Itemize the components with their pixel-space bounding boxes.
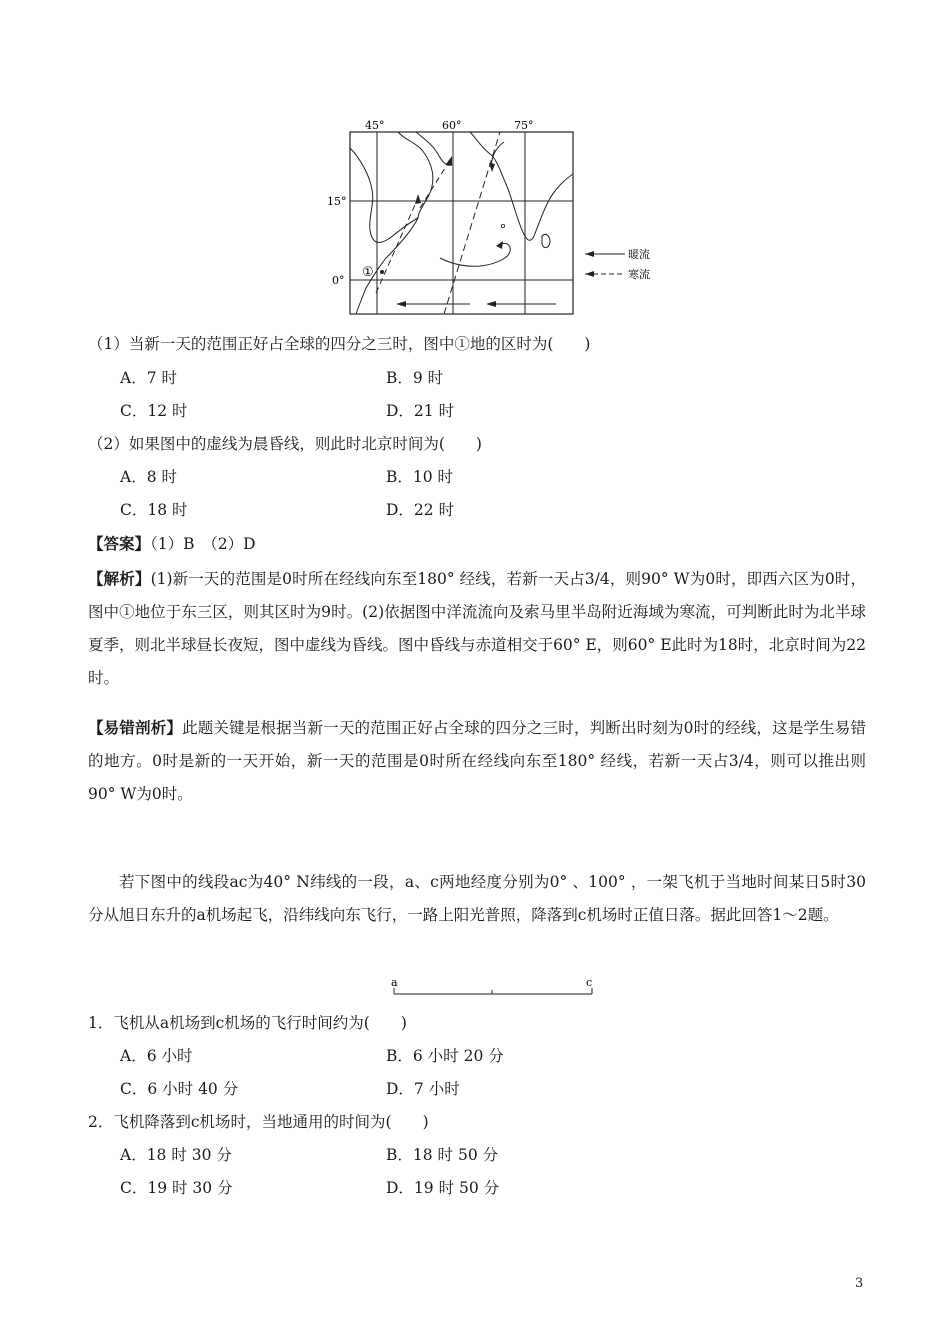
segment-label-a: a [391,976,398,989]
answer-text: （1）B （2）D [150,535,256,553]
problem-2-option-c: C．19 时 30 分 [120,1179,233,1197]
problem-2-option-d: D．19 时 50 分 [386,1179,500,1197]
coastline [398,132,433,218]
mistake-text: 此题关键是根据当新一天的范围正好占全球的四分之三时，判断出时刻为0时的经线，这是学生易错的地方。0时是新的一天开始，新一天的范围是0时所在经线向东至180° 经线，若新一天占3/4，则可以推出则90° W为0时。 [88,719,866,803]
current-arrowhead [396,301,406,307]
problem-1-option-d: D．7 小时 [386,1080,460,1098]
coastline [470,132,573,240]
lat-label: 0° [332,274,345,287]
question-1-stem: （1）当新一天的范围正好占全球的四分之三时，图中①地的区时为( ) [88,335,591,353]
answer-line [88,533,256,555]
problem-1-option-c: C．6 小时 40 分 [120,1080,239,1098]
intro-paragraph: 若下图中的线段ac为40° N纬线的一段，a、c两地经度分别为0° 、100° ，一架飞机于当地时间某日5时30分从旭日东升的a机场起飞，沿纬线向东飞行，一路上阳光普照，降落到c机场时正值日落。据此回答1～2题。 [88,873,866,924]
lon-label: 45° [365,119,385,132]
coastline [350,148,418,314]
lon-label: 75° [514,119,534,132]
analysis-text: (1)新一天的范围是0时所在经线向东至180° 经线，若新一天占3/4，则90° W为0时，即西六区为0时，图中①地位于东三区，则其区时为9时。(2)依据图中洋流流向及索马里半岛附近海域为寒流，可判断此时为北半球夏季，则北半球昼长夜短，图中虚线为昏线。图中昏线与赤道相交于60° E，则60° E此时为18时，北京时间为22时。 [88,570,866,687]
mistake-paragraph [88,711,866,811]
problem-2-stem: 2．飞机降落到c机场时，当地通用的时间为( ) [88,1113,429,1131]
lon-label: 60° [442,119,462,132]
page-number: 3 [855,1276,864,1291]
current-arrowhead [496,241,503,249]
question-1-option-d: D．21 时 [386,402,455,420]
question-2-option-a: A．8 时 [120,468,177,486]
legend-cold-label: 寒流 [628,268,650,281]
problem-2-option-a: A．18 时 30 分 [120,1146,232,1164]
ocean-current-map [320,118,670,328]
answer-label: 【答案】 [88,534,151,553]
cold-current-dashed [376,198,418,293]
point-marker [380,270,384,274]
problem-1-option-b: B．6 小时 20 分 [386,1047,504,1065]
lat-label: 15° [327,195,347,208]
island-dot [501,224,504,227]
map-frame [350,132,573,314]
question-1-option-c: C．12 时 [120,402,188,420]
question-2-option-c: C．18 时 [120,501,188,519]
question-2-option-d: D．22 时 [386,501,455,519]
mistake-label: 【易错剖析】 [88,718,183,737]
problem-2-option-b: B．18 时 50 分 [386,1146,499,1164]
question-1-option-b: B．9 时 [386,369,444,387]
current-arrowhead [415,194,421,204]
sri-lanka [542,234,550,247]
question-2-option-b: B．10 时 [386,468,454,486]
problem-1-option-a: A．6 小时 [120,1047,193,1065]
analysis-label: 【解析】 [88,569,151,588]
point-label: ① [362,265,374,280]
segment-ac-figure [384,976,604,998]
question-1-option-a: A．7 时 [120,369,177,387]
segment-label-c: c [586,976,593,989]
question-2-stem: （2）如果图中的虚线为晨昏线，则此时北京时间为( ) [88,435,482,453]
analysis-paragraph [88,562,866,695]
problem-1-stem: 1．飞机从a机场到c机场的飞行时间约为( ) [88,1014,407,1032]
terminator-dashed [444,132,500,314]
legend-warm-label: 暖流 [628,248,650,261]
current-arrowhead [486,301,496,307]
